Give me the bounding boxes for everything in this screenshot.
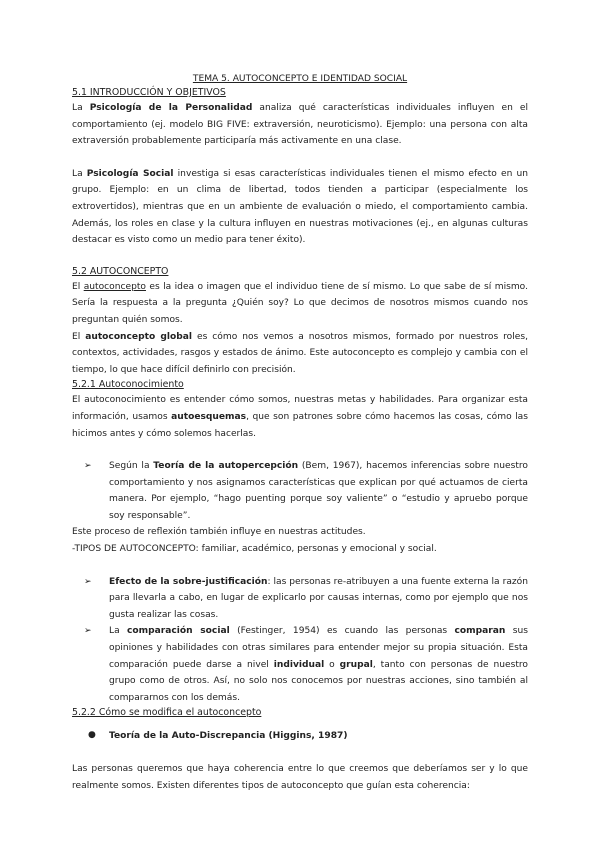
- text-run: , tanto con personas de nuestro grupo como de otros. Así, no solo nos conocemos por nuestras acciones, sino también al compararnos con los demás.: [109, 659, 528, 703]
- text-run: es la idea o imagen que el individuo tiene de sí mismo. Lo que sabe de sí mismo. Sería la respuesta a la pregunta ¿Quién soy? Lo que decimos de nosotros mismos cuando nos preguntan quién somos.: [72, 281, 528, 325]
- text-run: La: [109, 626, 128, 637]
- text-run: (Festinger, 1954) es cuando las personas: [229, 626, 455, 637]
- bullet-comparacion-social: [72, 623, 528, 706]
- line-reflexion: Este proceso de reflexión también influye en nuestras actitudes.: [72, 527, 366, 538]
- bold-term: Efecto de la sobre-justificación: [109, 576, 268, 587]
- paragraph-psicologia-social: [72, 166, 528, 249]
- text-run: El: [72, 331, 86, 342]
- line-tipos-autoconcepto: -TIPOS DE AUTOCONCEPTO: familiar, académico, personas y emocional y social.: [72, 544, 437, 555]
- text-run: Según la: [109, 461, 154, 472]
- bullet-sobre-justificacion: [72, 574, 528, 624]
- text-run: : las personas re-atribuyen a una fuente externa la razón para llevarla a cabo, en lugar de explicarlo por causas internas, como por ejemplo que nos gusta realizar las cosas.: [109, 576, 528, 620]
- text-run: investiga si esas características individuales tienen el mismo efecto en un grupo. Ejemplo: en un clima de libertad, todos tienden a participar (especialmente los extrovertidos), mientras que en un ambiente de evaluación o miedo, el comportamiento cambia. Además, los roles en clase y la cultura influyen en nuestras motivaciones (ej., en algunas culturas destacar es visto como un medio para tener éxito).: [72, 168, 528, 246]
- text-run: El: [72, 281, 84, 292]
- paragraph-coherencia: Las personas queremos que haya coherencia entre lo que creemos que deberíamos ser y lo que realmente somos. Existen diferentes tipos de autoconcepto que guían esta coherencia:: [72, 764, 528, 791]
- bold-term: individual: [273, 659, 325, 670]
- text-run: analiza qué características individuales influyen en el comportamiento (ej. modelo BIG FIVE: extraversión, neuroticismo). Ejemplo: una persona con alta extraversión probablemente participaría más activamente en una clase.: [72, 103, 529, 147]
- bold-term: comparación social: [127, 626, 230, 637]
- section-heading-5-2: 5.2 AUTOCONCEPTO: [72, 265, 169, 277]
- arrow-bullet-icon: ➢: [84, 576, 92, 587]
- text-run: El autoconocimiento es entender cómo somos, nuestras metas y habilidades. Para organizar esta información, usamos: [72, 395, 528, 422]
- bold-term: Teoría de la autopercepción: [153, 461, 299, 472]
- bold-term: autoesquemas: [171, 411, 247, 422]
- bold-term: Psicología Social: [86, 168, 174, 179]
- text-run: La: [72, 103, 90, 113]
- paragraph-autoconcepto: [72, 279, 528, 329]
- text-run: o: [324, 659, 340, 670]
- arrow-bullet-icon: ➢: [84, 626, 92, 637]
- section-heading-5-2-1: 5.2.1 Autoconocimiento: [72, 379, 184, 391]
- bold-term: autoconcepto global: [85, 331, 193, 342]
- bold-term: comparan: [454, 626, 506, 637]
- section-heading-5-2-2: 5.2.2 Cómo se modifica el autoconcepto: [72, 707, 262, 719]
- arrow-bullet-icon: ➢: [84, 461, 92, 472]
- underlined-term: autoconcepto: [83, 281, 146, 292]
- bold-term: grupal: [339, 659, 373, 670]
- bold-term: Psicología de la Personalidad: [89, 103, 253, 113]
- document-title: TEMA 5. AUTOCONCEPTO E IDENTIDAD SOCIAL: [192, 74, 408, 84]
- paragraph-autoconocimiento: [72, 392, 528, 442]
- text-run: (Bem, 1967), hacemos inferencias sobre nuestro comportamiento y nos asignamos características que explican por qué actuamos de cierta manera. Por ejemplo, “hago puenting porque soy valiente” o “estudio y apruebo porque soy responsable”.: [109, 461, 528, 521]
- paragraph-personalidad: [72, 100, 528, 150]
- section-heading-5-1: 5.1 INTRODUCCIÓN Y OBJETIVOS: [72, 87, 226, 98]
- bullet-autopercepcion: [72, 458, 528, 524]
- text-run: La: [72, 168, 87, 179]
- dot-bullet-icon: ●: [88, 730, 96, 741]
- text-run: es cómo nos vemos a nosotros mismos, formado por nuestros roles, contextos, actividades, rasgos y estados de ánimo. Este autoconcepto es complejo y cambia con el tiempo, lo que hace difícil definirlo con precisión.: [72, 331, 528, 375]
- bold-term: Teoría de la Auto-Discrepancia (Higgins, 1987): [109, 731, 348, 742]
- text-run: , que son patrones sobre cómo hacemos las cosas, cómo las hicimos antes y cómo solemos hacerlas.: [72, 411, 528, 439]
- paragraph-autoconcepto-global: [72, 329, 528, 379]
- document-page: [72, 72, 528, 794]
- text-run: sus opiniones y habilidades con otras similares para entender mejor su propia situación. Esta comparación puede darse a nivel: [109, 626, 528, 670]
- bullet-auto-discrepancia: [72, 728, 528, 745]
